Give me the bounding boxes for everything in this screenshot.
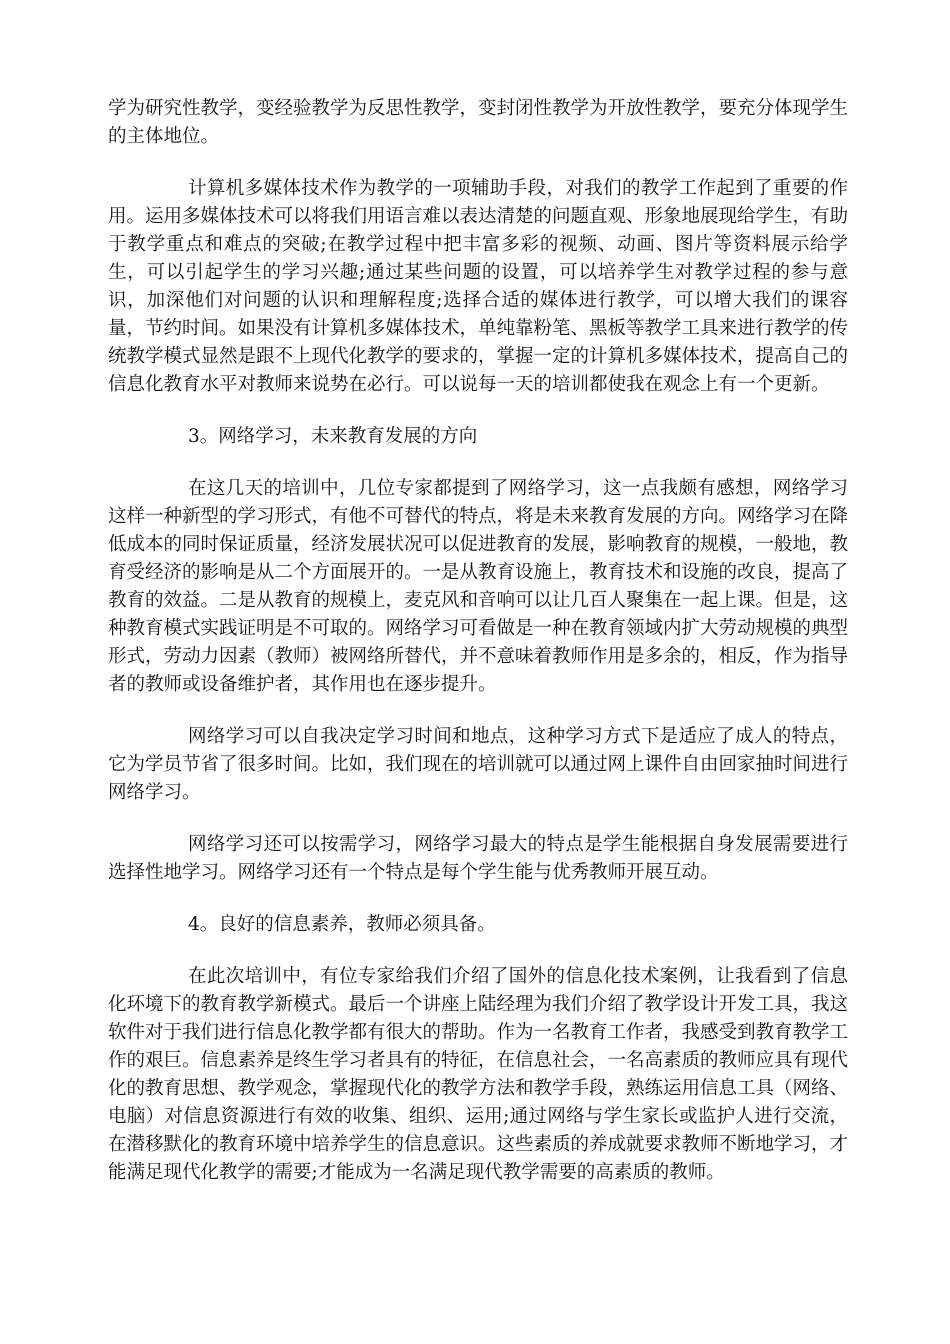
paragraph-1: 学为研究性教学，变经验教学为反思性教学，变封闭性教学为开放性教学，要充分体现学生的主体地位。	[108, 98, 849, 147]
section-heading-3: 3。网络学习，未来教育发展的方向	[188, 426, 478, 447]
paragraph-5: 网络学习还可以按需学习，网络学习最大的特点是学生能根据自身发展需要进行选择性地学习。网络学习还有一个特点是每个学生能与优秀教师开展互动。	[108, 834, 848, 883]
section-heading-4: 4。良好的信息素养，教师必须具备。	[188, 914, 496, 935]
paragraph-6: 在此次培训中，有位专家给我们介绍了国外的信息化技术案例，让我看到了信息化环境下的教育教学新模式。最后一个讲座上陆经理为我们介绍了教学设计开发工具，我这软件对于我们进行信息化教学都有很大的帮助。作为一名教育工作者，我感受到教育教学工作的艰巨。信息素养是终生学习者具有的特征，在信息社会，一名高素质的教师应具有现代化的教育思想、教学观念，掌握现代化的教学方法和教学手段，熟练运用信息工具（网络、电脑）对信息资源进行有效的收集、组织、运用;通过网络与学生家长或监护人进行交流，在潜移默化的教育环境中培养学生的信息意识。这些素质的养成就要求教师不断地学习，才能满足现代化教学的需要;才能成为一名满足现代教学需要的高素质的教师。	[108, 966, 849, 1183]
document-page	[108, 95, 848, 1211]
paragraph-2: 计算机多媒体技术作为教学的一项辅助手段，对我们的教学工作起到了重要的作用。运用多媒体技术可以将我们用语言难以表达清楚的问题直观、形象地展现给学生，有助于教学重点和难点的突破;在教学过程中把丰富多彩的视频、动画、图片等资料展示给学生，可以引起学生的学习兴趣;通过某些问题的设置，可以培养学生对教学过程的参与意识，加深他们对问题的认识和理解程度;选择合适的媒体进行教学，可以增大我们的课容量，节约时间。如果没有计算机多媒体技术，单纯靠粉笔、黑板等教学工具来进行教学的传统教学模式显然是跟不上现代化教学的要求的，掌握一定的计算机多媒体技术，提高自己的信息化教育水平对教师来说势在必行。可以说每一天的培训都使我在观念上有一个更新。	[108, 178, 849, 395]
paragraph-4: 网络学习可以自我决定学习时间和地点，这种学习方式下是适应了成人的特点，它为学员节省了很多时间。比如，我们现在的培训就可以通过网上课件自由回家抽时间进行网络学习。	[108, 726, 849, 803]
paragraph-3: 在这几天的培训中，几位专家都提到了网络学习，这一点我颇有感想，网络学习这样一种新型的学习形式，有他不可替代的特点，将是未来教育发展的方向。网络学习在降低成本的同时保证质量，经济发展状况可以促进教育的发展，影响教育的规模，一般地，教育受经济的影响是从二个方面展开的。一是从教育设施上，教育技术和设施的改良，提高了教育的效益。二是从教育的规模上，麦克风和音响可以让几百人聚集在一起上课。但是，这种教育模式实践证明是不可取的。网络学习可看做是一种在教育领域内扩大劳动规模的典型形式，劳动力因素（教师）被网络所替代，并不意味着教师作用是多余的，相反，作为指导者的教师或设备维护者，其作用也在逐步提升。	[108, 478, 849, 695]
